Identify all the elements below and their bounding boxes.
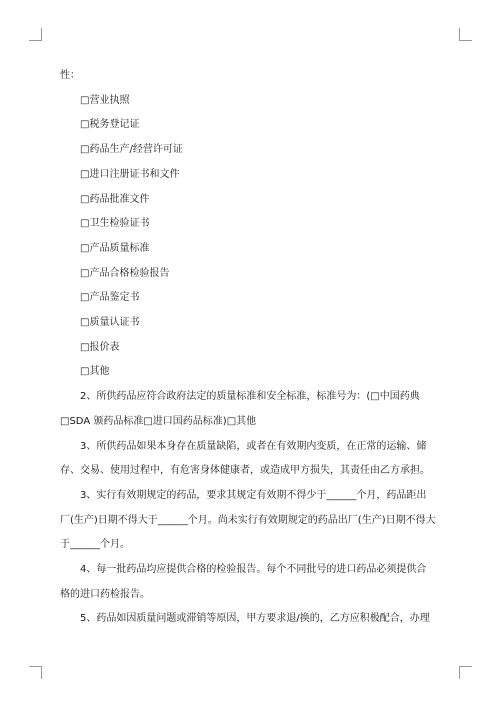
document-body [60, 64, 440, 632]
crop-mark-bottom-right [459, 666, 472, 679]
paragraph-inspection-report [60, 558, 440, 607]
checklist-item-health-inspection: □卫生检验证书 [80, 218, 150, 230]
checklist-item-other: □其他 [80, 366, 110, 378]
checklist-item-business-license: □营业执照 [80, 94, 130, 106]
checklist-item-quality-standard: □产品质量标准 [80, 242, 150, 254]
paragraph-line: 厂(生产)日期不得大于______个月。尚未实行有效期规定的药品出厂(生产)日期不得大 [60, 514, 436, 526]
crop-mark-top-left [29, 28, 42, 41]
paragraph-line: 5、药品如因质量问题或滞销等原因，甲方要求退/换的，乙方应积极配合，办理 [80, 613, 430, 625]
paragraph-line: 格的进口药检报告。 [60, 588, 150, 600]
paragraph-line: 4、每一批药品均应提供合格的检验报告。每个不同批号的进口药品必须提供合 [80, 564, 427, 576]
paragraph-line: 3、实行有效期规定的药品，要求其规定有效期不得少于______个月，药品距出 [80, 489, 427, 501]
checklist-item-quotation: □报价表 [80, 341, 120, 353]
paragraph-line: □SDA 颁药品标准□进口国药品标准)□其他 [60, 415, 257, 427]
checklist-item-tax-registration: □税务登记证 [80, 119, 140, 131]
checklist-item-appraisal: □产品鉴定书 [80, 292, 140, 304]
paragraph-quality-defect [60, 435, 440, 484]
intro-line: 性： [60, 70, 80, 81]
checklist-item-inspection-report: □产品合格检验报告 [80, 267, 170, 279]
paragraph-line: 存、交易、使用过程中，有危害身体健康者，或造成甲方损失，其责任由乙方承担。 [60, 465, 430, 477]
paragraph-line: 2、所供药品应符合政府法定的质量标准和安全标准，标准号为：(□中国药典 [80, 391, 420, 403]
checklist-item-import-registration: □进口注册证书和文件 [80, 168, 180, 180]
paragraph-return-exchange [60, 607, 440, 632]
checklist-item-quality-certification: □质量认证书 [80, 317, 140, 329]
paragraph-line: 于______个月。 [60, 539, 130, 551]
paragraph-quality-standard [60, 385, 440, 434]
checklist-item-drug-approval: □药品批准文件 [80, 193, 150, 205]
crop-mark-top-right [459, 28, 472, 41]
checklist-item-production-license: □药品生产/经营许可证 [80, 144, 183, 156]
paragraph-line: 3、所供药品如果本身存在质量缺陷，或者在有效期内变质，在正常的运输、储 [80, 440, 427, 452]
paragraph-expiry [60, 484, 440, 558]
crop-mark-bottom-left [29, 666, 42, 679]
